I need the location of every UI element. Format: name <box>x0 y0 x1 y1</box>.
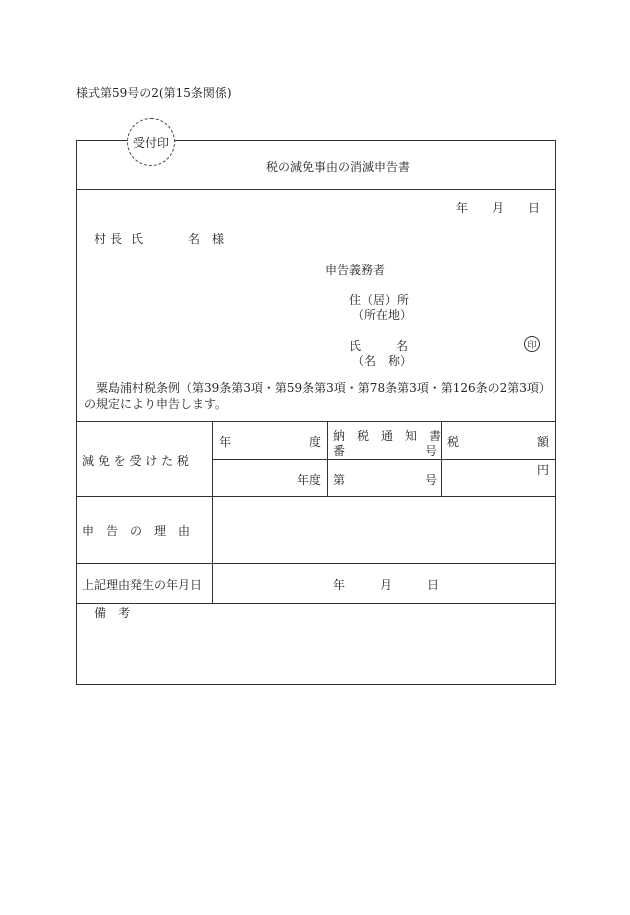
addressee-shi: 氏 <box>131 232 144 246</box>
seal-label: 印 <box>527 340 537 351</box>
remarks-label: 備 考 <box>94 606 131 620</box>
divider <box>76 563 556 564</box>
addressee-sama: 様 <box>212 232 225 246</box>
row2-go-label: 号 <box>425 473 438 487</box>
exempt-tax-label: 減 免 を 受 け た 税 <box>82 454 189 468</box>
declaration-text: 粟島浦村税条例（第39条第3項・第59条第3項・第78条第3項・第126条の2第3項）の規定により申告します。 <box>84 381 545 411</box>
name-label-2: 名 <box>396 339 409 353</box>
notice-label-top: 納 税 通 知 書 <box>333 429 442 443</box>
occurrence-year: 年 <box>333 578 346 592</box>
divider <box>76 603 556 604</box>
divider <box>212 459 556 460</box>
date-year-label: 年 <box>456 201 469 215</box>
divider <box>76 421 556 422</box>
year-label-nen: 年 <box>219 435 232 449</box>
addressee-mayor: 村長 <box>94 232 127 246</box>
form-number: 様式第59号の2(第15条関係) <box>76 86 232 100</box>
name-label-1: 氏 <box>349 339 362 353</box>
reason-label: 申 告 の 理 由 <box>82 524 191 538</box>
date-day-label: 日 <box>528 201 541 215</box>
addressee-mei: 名 <box>188 232 201 246</box>
divider <box>212 421 213 603</box>
seal-mark-icon <box>524 336 540 352</box>
divider <box>76 189 556 190</box>
occurrence-month: 月 <box>380 578 393 592</box>
divider <box>76 496 556 497</box>
name-sub-label: （名 称） <box>352 354 413 368</box>
year-label-do: 度 <box>309 435 322 449</box>
notice-label-go: 号 <box>425 444 438 458</box>
declarant-heading: 申告義務者 <box>325 263 386 277</box>
reception-stamp-label: 受付印 <box>132 135 169 150</box>
divider <box>441 421 442 496</box>
form-title: 税の減免事由の消滅申告書 <box>266 160 411 174</box>
tax-amount-label-1: 税 <box>447 435 460 449</box>
tax-amount-label-2: 額 <box>537 435 550 449</box>
notice-label-ban: 番 <box>333 444 346 458</box>
divider <box>327 421 328 496</box>
row2-dai-label: 第 <box>333 473 346 487</box>
date-month-label: 月 <box>492 201 505 215</box>
row2-yen-label: 円 <box>537 463 550 477</box>
occurrence-day: 日 <box>427 578 440 592</box>
row2-year-label: 年度 <box>297 473 322 487</box>
address-sub-label: （所在地） <box>352 308 413 322</box>
address-label: 住（居）所 <box>349 293 410 307</box>
occurrence-label: 上記理由発生の年月日 <box>82 578 203 592</box>
reception-stamp-circle <box>127 118 175 166</box>
